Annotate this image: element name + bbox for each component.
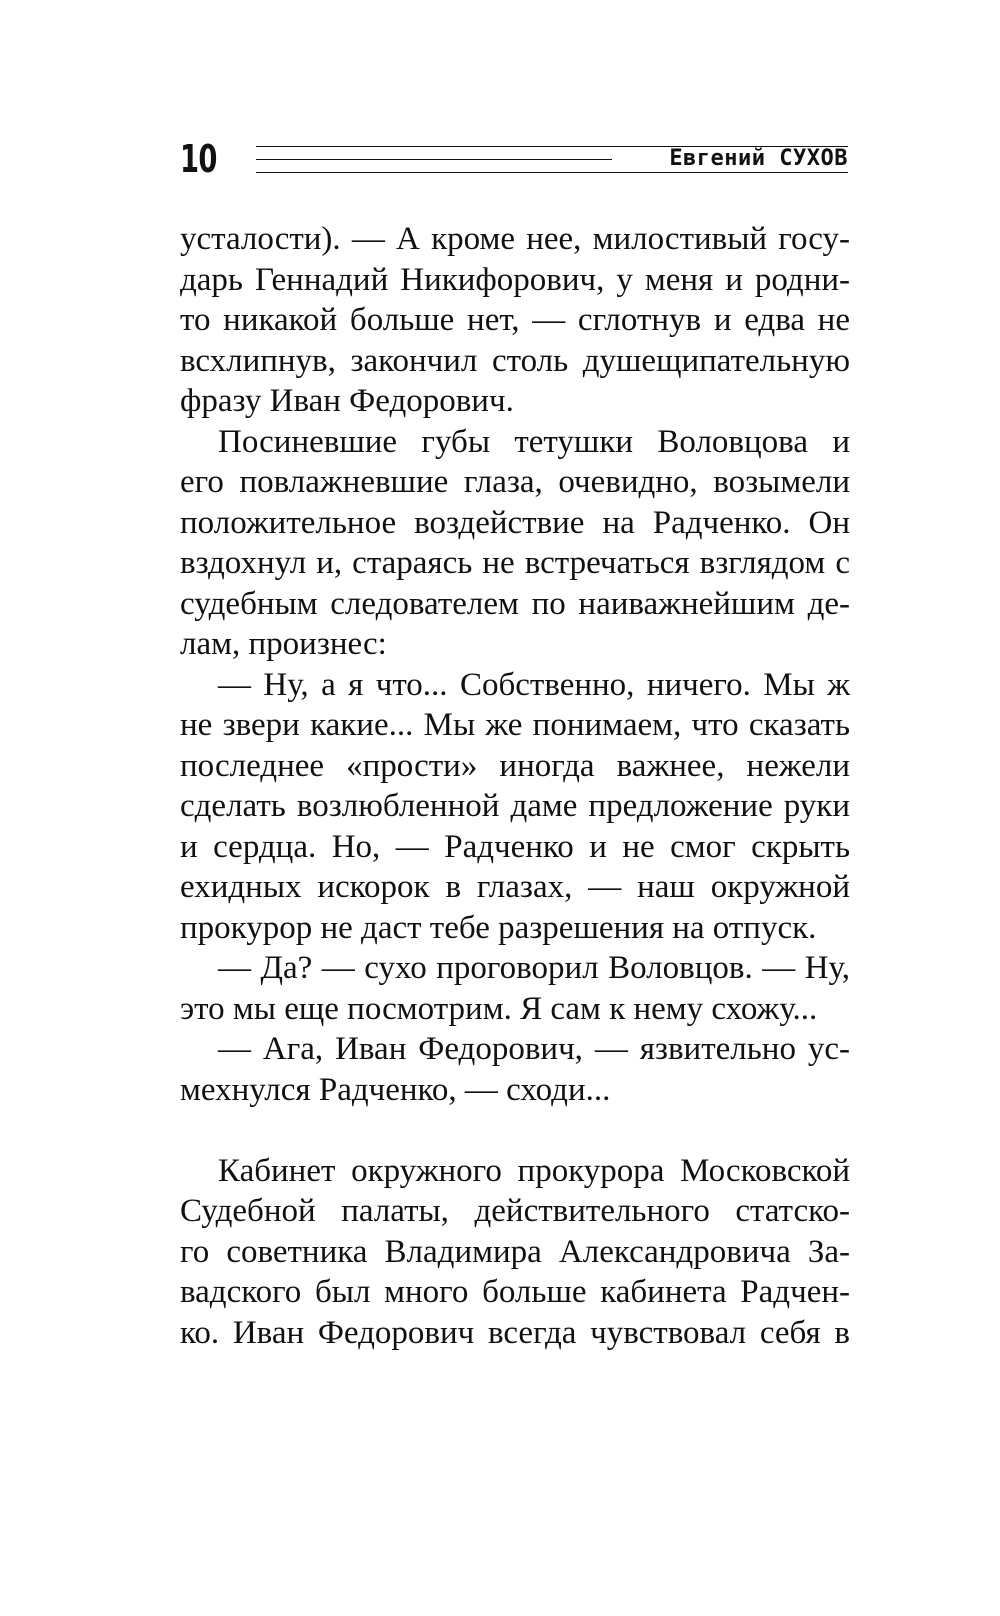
- running-header: [180, 136, 848, 184]
- text-line: Посиневшие губы тетушки Воловцова и: [218, 423, 850, 460]
- text-line: это мы еще посмотрим. Я сам к нему схожу...: [180, 990, 818, 1027]
- text-line: — Да? — сухо проговорил Воловцов. — Ну,: [218, 950, 850, 986]
- text-line: то никакой больше нет, — сглотнув и едва не: [180, 302, 850, 338]
- text-line: ко. Иван Федорович всегда чувствовал себя в: [180, 1314, 850, 1351]
- page-number: 10: [180, 137, 217, 181]
- text-line: судебным следователем по наиважнейшим де-: [180, 585, 850, 622]
- text-line: лам, произнес:: [180, 626, 387, 662]
- author-name: Евгений СУХОВ: [659, 147, 848, 171]
- header-rule-bottom: [256, 172, 848, 173]
- text-line: усталости). — А кроме нее, милостивый госу-: [180, 221, 850, 257]
- text-line: его повлажневшие глаза, очевидно, возымели: [180, 464, 850, 500]
- text-line: ехидных искорок в глазах, — наш окружной: [180, 869, 850, 905]
- text-line: вадского был много больше кабинета Радчен-: [180, 1274, 850, 1310]
- text-line: Судебной палаты, действительного статско-: [180, 1193, 850, 1229]
- text-line: сделать возлюбленной даме предложение руки: [180, 788, 850, 824]
- text-line: всхлипнув, закончил столь душещипательную: [180, 342, 850, 379]
- text-line: и сердца. Но, — Радченко и не смог скрыть: [180, 828, 850, 865]
- text-line: — Ну, а я что... Собственно, ничего. Мы ж: [218, 666, 850, 703]
- text-line: Кабинет окружного прокурора Московской: [218, 1152, 850, 1189]
- text-line: не звери какие... Мы же понимаем, что сказать: [180, 707, 850, 743]
- text-body: [180, 219, 850, 1353]
- text-line: фразу Иван Федорович.: [180, 383, 514, 419]
- text-line: го советника Владимира Александровича За-: [180, 1233, 850, 1270]
- text-line: положительное воздействие на Радченко. Он: [180, 504, 850, 541]
- text-line: последнее «прости» иногда важнее, нежели: [180, 747, 850, 784]
- text-line: прокурор не даст тебе разрешения на отпуск.: [180, 909, 817, 946]
- text-line: дарь Геннадий Никифорович, у меня и родни-: [180, 261, 850, 298]
- text-line: вздохнул и, стараясь не встречаться взглядом с: [180, 545, 850, 581]
- header-rule-middle: [256, 159, 612, 160]
- text-line: — Ага, Иван Федорович, — язвительно ус-: [218, 1031, 850, 1067]
- text-line: мехнулся Радченко, — сходи...: [180, 1071, 611, 1108]
- section-break: [180, 1110, 850, 1151]
